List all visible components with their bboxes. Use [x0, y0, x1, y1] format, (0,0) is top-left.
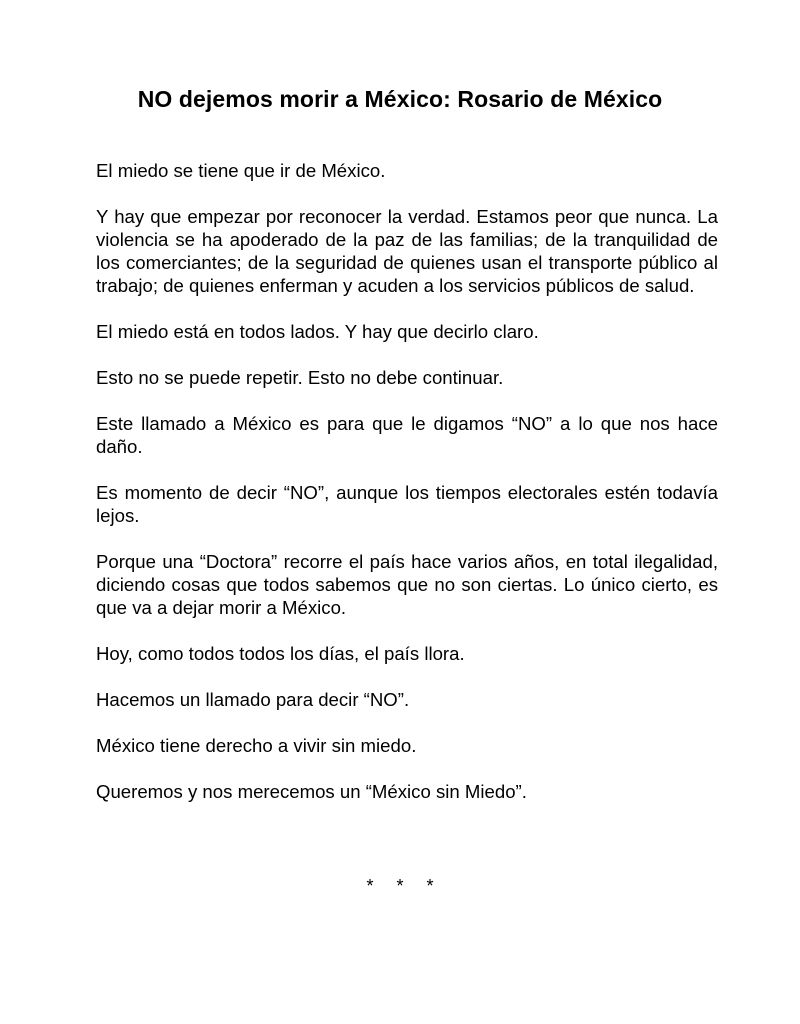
paragraph: El miedo está en todos lados. Y hay que decirlo claro.	[96, 321, 539, 342]
document-title: NO dejemos morir a México: Rosario de México	[137, 86, 663, 112]
document-body	[96, 159, 718, 826]
paragraph: Porque una “Doctora” recorre el país hace varios años, en total ilegalidad, diciendo cosas que todos sabemos que no son ciertas. Lo único cierto, es que va a dejar morir a México.	[96, 551, 718, 618]
paragraph: Y hay que empezar por reconocer la verdad. Estamos peor que nunca. La violencia se ha apoderado de la paz de las familias; de la tranquilidad de los comerciantes; de la seguridad de quienes usan el transporte público al trabajo; de quienes enferman y acuden a los servicios públicos de salud.	[96, 206, 718, 296]
paragraph: Esto no se puede repetir. Esto no debe continuar.	[96, 367, 504, 388]
paragraph: Este llamado a México es para que le digamos “NO” a lo que nos hace daño.	[96, 413, 718, 457]
paragraph: El miedo se tiene que ir de México.	[96, 160, 386, 181]
paragraph: Hoy, como todos todos los días, el país llora.	[96, 643, 465, 664]
section-separator: * * *	[366, 876, 443, 896]
paragraph: Es momento de decir “NO”, aunque los tiempos electorales estén todavía lejos.	[96, 482, 718, 526]
paragraph: Queremos y nos merecemos un “México sin Miedo”.	[96, 781, 527, 802]
paragraph: Hacemos un llamado para decir “NO”.	[96, 689, 410, 710]
paragraph: México tiene derecho a vivir sin miedo.	[96, 735, 417, 756]
